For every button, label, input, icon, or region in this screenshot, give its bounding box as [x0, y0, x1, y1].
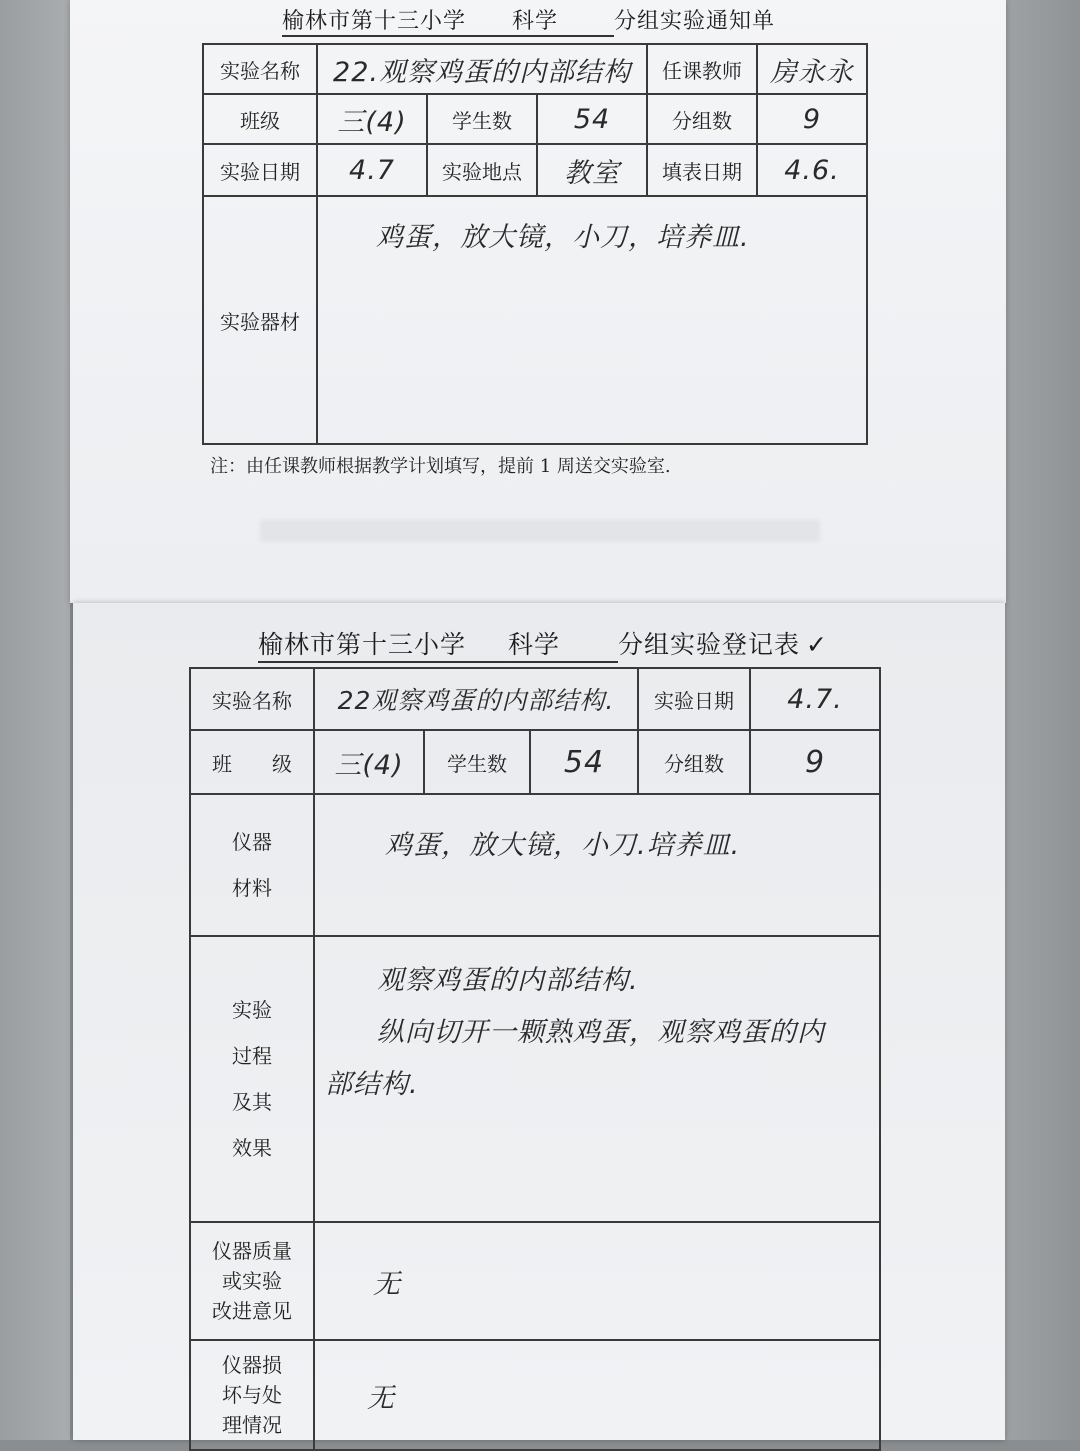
label-quality-line1: 仪器质量	[212, 1239, 292, 1263]
value-exp-date: 4.7.	[750, 668, 880, 730]
label-process-line3: 及其	[232, 1090, 272, 1114]
value-damage: 无	[314, 1340, 880, 1450]
register-form-title	[258, 625, 828, 663]
label-groups: 分组数	[638, 730, 750, 794]
label-equipment: 实验器材	[203, 196, 317, 444]
label-materials-line2: 材料	[232, 876, 272, 900]
label-materials	[190, 794, 314, 936]
value-groups: 9	[750, 730, 880, 794]
label-location: 实验地点	[427, 144, 537, 196]
value-equipment: 鸡蛋，放大镜，小刀，培养皿.	[317, 196, 867, 444]
label-exp-date: 实验日期	[638, 668, 750, 730]
register-form-sheet	[73, 603, 1005, 1440]
value-class: 三(4)	[317, 94, 427, 144]
process-line-3: 部结构.	[325, 1069, 419, 1100]
label-process	[190, 936, 314, 1222]
value-class: 三(4)	[314, 730, 424, 794]
label-damage-line1: 仪器损	[222, 1353, 282, 1377]
value-students: 54	[537, 94, 647, 144]
label-students: 学生数	[424, 730, 530, 794]
table-surface-left	[0, 0, 70, 1440]
label-process-line1: 实验	[232, 998, 272, 1022]
label-damage	[190, 1340, 314, 1450]
notice-form-title	[282, 4, 775, 37]
register-title-suffix: 分组实验登记表	[618, 630, 801, 659]
label-groups: 分组数	[647, 94, 757, 144]
notice-form-sheet	[70, 0, 1006, 603]
label-process-line2: 过程	[232, 1044, 272, 1068]
process-line-2: 纵向切开一颗熟鸡蛋，观察鸡蛋的内	[377, 1017, 825, 1048]
label-experiment-name: 实验名称	[190, 668, 314, 730]
label-fill-date: 填表日期	[647, 144, 757, 196]
value-experiment-name: 22.观察鸡蛋的内部结构	[317, 44, 647, 94]
label-process-line4: 效果	[232, 1136, 272, 1160]
label-exp-date: 实验日期	[203, 144, 317, 196]
label-damage-line3: 理情况	[222, 1413, 282, 1437]
label-quality-line3: 改进意见	[212, 1299, 292, 1323]
value-experiment-name: 22观察鸡蛋的内部结构.	[314, 668, 638, 730]
label-students: 学生数	[427, 94, 537, 144]
process-line-1: 观察鸡蛋的内部结构.	[377, 965, 639, 996]
label-teacher: 任课教师	[647, 44, 757, 94]
check-mark: ✓	[806, 630, 828, 659]
register-title-school: 榆林市第十三小学	[258, 630, 467, 659]
value-students: 54	[530, 730, 638, 794]
label-quality-line2: 或实验	[222, 1269, 282, 1293]
notice-form-table	[202, 43, 868, 445]
notice-form-note: 注：由任课教师根据教学计划填写，提前 1 周送交实验室.	[210, 456, 671, 477]
label-quality	[190, 1222, 314, 1340]
label-class: 班 级	[190, 730, 314, 794]
table-surface-right	[1000, 0, 1080, 1440]
bleed-through-shadow	[260, 520, 820, 542]
value-process	[314, 936, 880, 1222]
label-class: 班级	[203, 94, 317, 144]
label-damage-line2: 坏与处	[222, 1383, 282, 1407]
value-teacher: 房永永	[757, 44, 867, 94]
label-materials-line1: 仪器	[232, 830, 272, 854]
register-form-table	[189, 667, 881, 1451]
notice-title-school: 榆林市第十三小学	[282, 9, 467, 34]
value-quality: 无	[314, 1222, 880, 1340]
value-materials: 鸡蛋，放大镜，小刀.培养皿.	[314, 794, 880, 936]
value-exp-date: 4.7	[317, 144, 427, 196]
register-title-subject: 科学	[508, 630, 561, 659]
value-fill-date: 4.6.	[757, 144, 867, 196]
label-experiment-name: 实验名称	[203, 44, 317, 94]
notice-title-suffix: 分组实验通知单	[614, 9, 776, 34]
value-location: 教室	[537, 144, 647, 196]
notice-title-subject: 科学	[512, 9, 559, 34]
value-groups: 9	[757, 94, 867, 144]
